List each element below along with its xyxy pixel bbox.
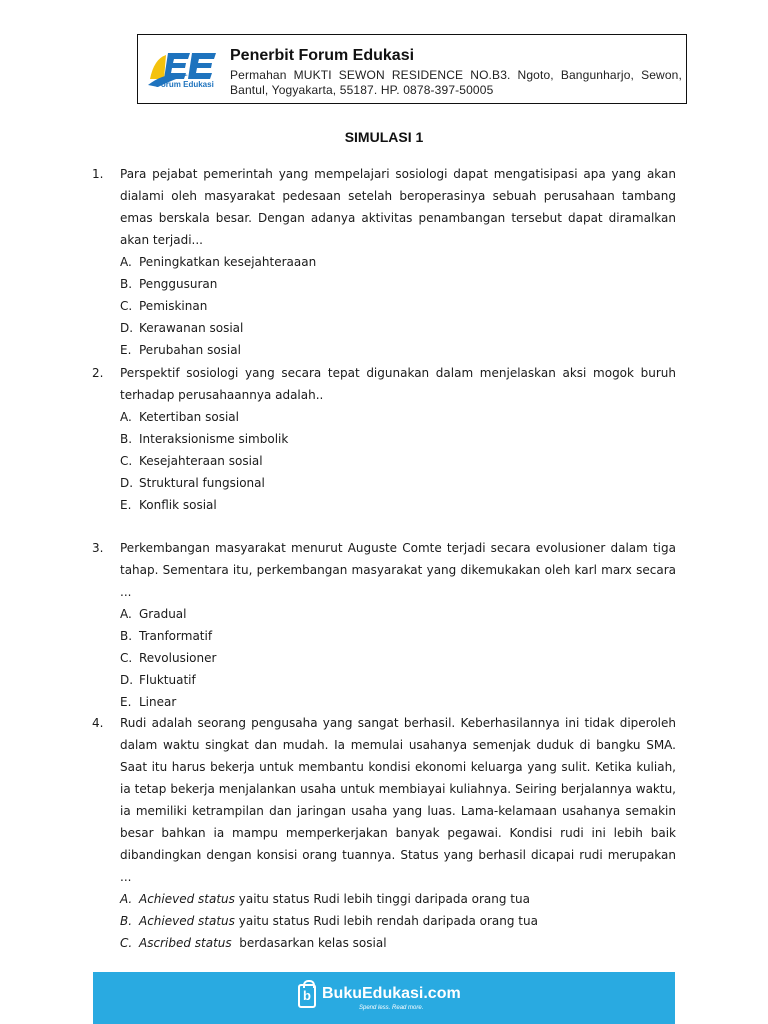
option-b: [120, 625, 676, 647]
publisher-header: [137, 34, 687, 104]
publisher-address: [230, 68, 682, 98]
option-letter: E.: [120, 343, 132, 357]
option-term: Achieved status: [139, 892, 235, 906]
option-letter: B.: [120, 914, 133, 928]
option-d: [120, 472, 676, 494]
question-3: [92, 537, 676, 713]
logo-subtitle: Forum Edukasi: [156, 80, 214, 89]
question-text: Perspektif sosiologi yang secara tepat digunakan dalam menjelaskan aksi mogok buruh terhadap perusahaannya adalah..: [120, 366, 676, 402]
question-number: 1.: [92, 167, 104, 181]
option-e: [120, 339, 676, 361]
option-content: [139, 932, 387, 954]
option-c: [120, 295, 676, 317]
option-d: [120, 317, 676, 339]
question-text: Perkembangan masyarakat menurut Auguste Comte terjadi secara evolusioner dalam tiga tahap. Sementara itu, perkembangan masyarakat yang dikemukakan oleh karl marx secara ...: [120, 541, 676, 599]
option-letter: C.: [120, 454, 133, 468]
option-letter: E.: [120, 498, 132, 512]
address-line-2: Bantul, Yogyakarta, 55187. HP. 0878-397-50005: [230, 83, 494, 97]
option-text: Ketertiban sosial: [139, 410, 239, 424]
question-number: 3.: [92, 541, 104, 555]
option-text: Linear: [139, 695, 177, 709]
option-letter: C.: [120, 299, 133, 313]
option-content: [139, 910, 538, 932]
option-a: [120, 406, 676, 428]
option-text: Fluktuatif: [139, 673, 196, 687]
option-letter: C.: [120, 936, 133, 950]
option-content: [139, 888, 530, 910]
option-text: Gradual: [139, 607, 187, 621]
options-list: [120, 888, 676, 954]
option-text: Struktural fungsional: [139, 476, 265, 490]
option-letter: D.: [120, 476, 134, 490]
question-1: [92, 163, 676, 361]
option-e: [120, 494, 676, 516]
options-list: [120, 251, 676, 361]
option-letter: E.: [120, 695, 132, 709]
option-d: [120, 669, 676, 691]
option-text: Revolusioner: [139, 651, 217, 665]
brand-name: BukuEdukasi.com: [322, 985, 461, 1002]
option-b: [120, 910, 676, 932]
option-letter: B.: [120, 432, 133, 446]
question-text: Rudi adalah seorang pengusaha yang sangat berhasil. Keberhasilannya ini tidak diperoleh dalam waktu singkat dan mudah. Ia memulai usahanya semenjak duduk di bangku SMA. Saat itu harus bekerja untuk membantu kondisi ekonomi keluarga yang sulit. Ketika kuliah, ia tetap bekerja menjalankan usaha untuk membiayai kuliahnya. Seiring berjalannya waktu, ia memiliki ketrampilan dan jaringan usaha yang luas. Lama-kelamaan usahanya semakin besar bahkan ia mampu memperkerjakan banyak pegawai. Kondisi rudi ini lebih baik dibandingkan dengan konsisi orang tuannya. Status yang berhasil dicapai rudi merupakan ...: [120, 716, 676, 884]
option-letter: A.: [120, 255, 132, 269]
option-a: [120, 251, 676, 273]
option-letter: D.: [120, 673, 134, 687]
option-text: Peningkatkan kesejahteraaan: [139, 255, 317, 269]
option-text: yaitu status Rudi lebih tinggi daripada orang tua: [234, 892, 530, 906]
option-text: Perubahan sosial: [139, 343, 241, 357]
option-b: [120, 428, 676, 450]
option-letter: C.: [120, 651, 133, 665]
publisher-title: Penerbit Forum Edukasi: [230, 47, 415, 64]
brand-tagline: Spend less. Read more.: [359, 1005, 424, 1011]
option-c: [120, 450, 676, 472]
option-c: [120, 932, 676, 954]
question-number: 4.: [92, 716, 104, 730]
bukuedukasi-logo[interactable]: [298, 983, 478, 1015]
option-term: Achieved status: [139, 914, 235, 928]
question-number: 2.: [92, 366, 104, 380]
option-text: berdasarkan kelas sosial: [231, 936, 387, 950]
option-text: Interaksionisme simbolik: [139, 432, 289, 446]
forum-edukasi-logo: [144, 45, 224, 101]
page-title: SIMULASI 1: [344, 129, 424, 145]
option-letter: A.: [120, 410, 132, 424]
options-list: [120, 603, 676, 713]
option-letter: D.: [120, 321, 134, 335]
option-text: yaitu status Rudi lebih rendah daripada orang tua: [234, 914, 538, 928]
shopping-bag-icon: [298, 984, 316, 1008]
question-4: [92, 712, 676, 954]
address-line-1: Permahan MUKTI SEWON RESIDENCE NO.B3. Ngoto, Bangunharjo, Sewon,: [230, 68, 682, 82]
option-c: [120, 647, 676, 669]
option-letter: B.: [120, 277, 133, 291]
option-text: Konflik sosial: [139, 498, 217, 512]
option-text: Kerawanan sosial: [139, 321, 244, 335]
option-letter: B.: [120, 629, 133, 643]
options-list: [120, 406, 676, 516]
option-term: Ascribed status: [139, 936, 232, 950]
option-a: [120, 888, 676, 910]
option-letter: A.: [120, 607, 132, 621]
option-text: Pemiskinan: [139, 299, 208, 313]
option-letter: A.: [120, 892, 133, 906]
option-e: [120, 691, 676, 713]
question-text: Para pejabat pemerintah yang mempelajari sosiologi dapat mengatisipasi apa yang akan dialami oleh masyarakat pedesaan setelah beroperasinya sebuah perusahaan tambang emas berskala besar. Dengan adanya aktivitas penambangan tersebut dapat diramalkan akan terjadi...: [120, 167, 676, 247]
question-2: [92, 362, 676, 516]
option-text: Penggusuran: [139, 277, 218, 291]
option-b: [120, 273, 676, 295]
footer-banner: [93, 972, 675, 1024]
option-text: Tranformatif: [139, 629, 213, 643]
option-text: Kesejahteraan sosial: [139, 454, 263, 468]
option-a: [120, 603, 676, 625]
